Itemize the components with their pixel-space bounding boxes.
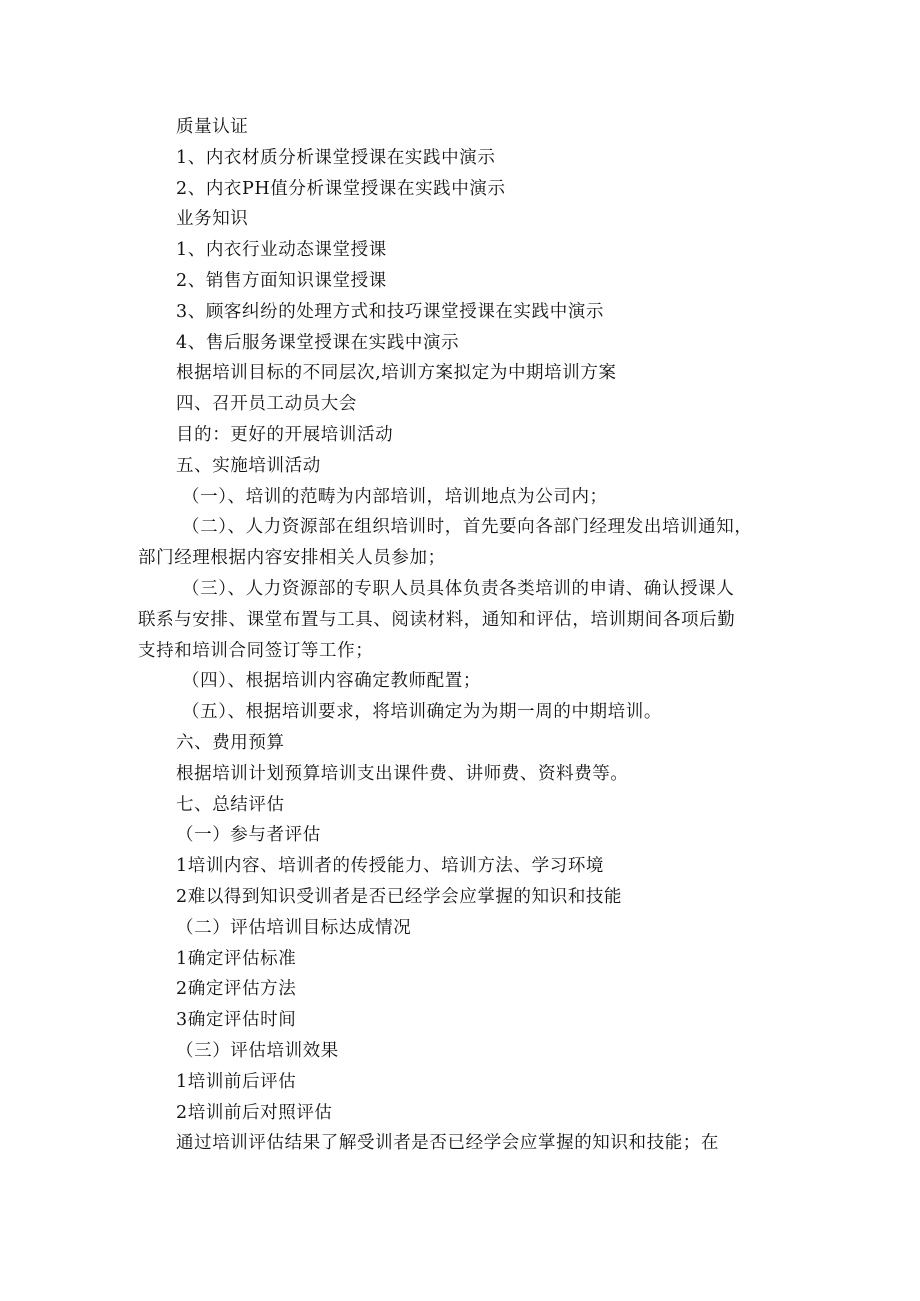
text-line: （三）、人力资源部的专职人员具体负责各类培训的申请、确认授课人: [182, 578, 735, 599]
text-line: 4、售后服务课堂授课在实践中演示: [176, 332, 460, 353]
text-line: 业务知识: [176, 209, 249, 230]
text-line: 3、顾客纠纷的处理方式和技巧课堂授课在实践中演示: [176, 301, 605, 322]
text-line: 1、内衣材质分析课堂授课在实践中演示: [176, 147, 496, 168]
document-body: [138, 112, 798, 1159]
text-line: 部门经理根据内容安排相关人员参加；: [138, 548, 446, 569]
text-line: 五、实施培训活动: [176, 455, 321, 476]
text-line: （二）评估培训目标达成情况: [176, 917, 412, 938]
text-line: 2确定评估方法: [176, 979, 297, 1000]
text-line: 2、内衣PH值分析课堂授课在实践中演示: [176, 178, 506, 199]
text-line: （三）评估培训效果: [176, 1040, 339, 1061]
text-line: （五）、根据培训要求，将培训确定为为期一周的中期培训。: [182, 702, 662, 723]
text-line: （一）参与者评估: [176, 825, 321, 846]
text-line: 2培训前后对照评估: [176, 1102, 333, 1123]
text-line: （二）、人力资源部在组织培训时，首先要向各部门经理发出培训通知，: [182, 517, 753, 538]
text-line: （四）、根据培训内容确定教师配置；: [182, 671, 481, 692]
text-line: 1、内衣行业动态课堂授课: [176, 240, 387, 261]
text-line: 七、总结评估: [176, 794, 285, 815]
text-line: 1确定评估标准: [176, 948, 297, 969]
text-line: 2难以得到知识受训者是否已经学会应掌握的知识和技能: [176, 886, 623, 907]
text-line: 联系与安排、课堂布置与工具、阅读材料，通知和评估，培训期间各项后勤: [138, 609, 736, 630]
text-line: （一）、培训的范畴为内部培训，培训地点为公司内；: [182, 486, 608, 507]
text-line: 根据培训计划预算培训支出课件费、讲师费、资料费等。: [176, 763, 629, 784]
text-line: 1培训前后评估: [176, 1071, 297, 1092]
text-line: 根据培训目标的不同层次,培训方案拟定为中期培训方案: [176, 363, 617, 384]
text-line: 目的：更好的开展培训活动: [176, 424, 394, 445]
text-line: 1培训内容、培训者的传授能力、培训方法、学习环境: [176, 856, 605, 877]
text-line: 六、费用预算: [176, 732, 285, 753]
text-line: 2、销售方面知识课堂授课: [176, 270, 387, 291]
text-line: 支持和培训合同签订等工作；: [138, 640, 374, 661]
text-line: 质量认证: [176, 117, 249, 137]
text-line: 3确定评估时间: [176, 1010, 297, 1031]
text-line: 通过培训评估结果了解受训者是否已经学会应掌握的知识和技能；在: [176, 1133, 719, 1154]
text-line: 四、召开员工动员大会: [176, 394, 357, 415]
